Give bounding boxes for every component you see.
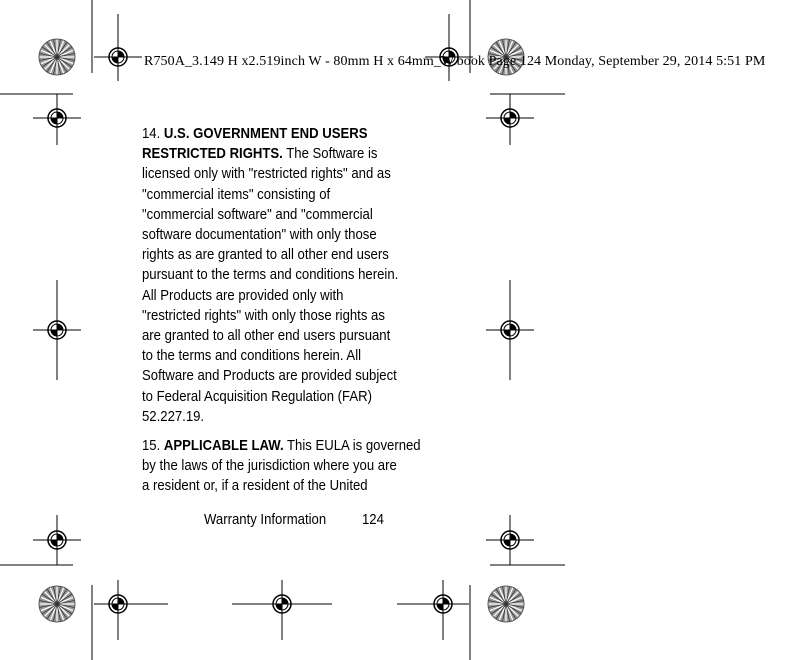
text-line: to the terms and conditions herein. All bbox=[142, 348, 362, 365]
text-line: The Software is bbox=[282, 146, 378, 163]
star-target bbox=[39, 39, 75, 75]
section-heading: U.S. GOVERNMENT END USERS bbox=[163, 126, 368, 142]
text-line: to Federal Acquisition Regulation (FAR) bbox=[142, 388, 372, 405]
text-line: pursuant to the terms and conditions herein. bbox=[142, 267, 399, 284]
text-line: by the laws of the jurisdiction where you are bbox=[142, 458, 397, 475]
print-slug-line: R750A_3.149 H x2.519inch W - 80mm H x 64mm_W.book Page 124 Monday, September 29, 2014 5:51 PM bbox=[144, 54, 766, 69]
footer-page-number: 124 bbox=[362, 512, 384, 528]
registration-mark bbox=[486, 94, 534, 142]
star-target bbox=[488, 586, 524, 622]
text-line: "commercial software" and "commercial bbox=[142, 206, 373, 223]
registration-mark bbox=[486, 306, 534, 354]
registration-mark bbox=[486, 516, 534, 564]
section-15 bbox=[142, 436, 421, 497]
section-number: 14. bbox=[142, 126, 161, 142]
registration-mark bbox=[33, 94, 81, 142]
star-target bbox=[39, 586, 75, 622]
text-line: "commercial items" consisting of bbox=[142, 186, 331, 203]
registration-mark bbox=[258, 580, 306, 628]
eula-body-text bbox=[142, 124, 421, 506]
section-number: 15. bbox=[142, 438, 161, 455]
registration-mark bbox=[94, 580, 142, 628]
footer-section-title: Warranty Information bbox=[204, 512, 327, 528]
registration-mark bbox=[419, 580, 467, 628]
text-line: All Products are provided only with bbox=[142, 287, 344, 304]
section-14 bbox=[142, 124, 417, 427]
text-line: Software and Products are provided subject bbox=[142, 368, 397, 385]
section-heading: APPLICABLE LAW. bbox=[163, 438, 284, 455]
registration-mark bbox=[33, 306, 81, 354]
registration-mark bbox=[33, 516, 81, 564]
text-line: This EULA is governed bbox=[283, 438, 421, 455]
text-line: are granted to all other end users pursuant bbox=[142, 328, 391, 345]
section-heading: RESTRICTED RIGHTS. bbox=[142, 146, 283, 163]
text-line: 52.227.19. bbox=[142, 408, 205, 425]
text-line: licensed only with "restricted rights" and as bbox=[142, 166, 391, 183]
text-line: software documentation" with only those bbox=[142, 227, 377, 244]
text-line: rights as are granted to all other end users bbox=[142, 247, 389, 264]
text-line: "restricted rights" with only those rights as bbox=[142, 307, 385, 324]
registration-mark bbox=[94, 33, 142, 81]
text-line: a resident or, if a resident of the United bbox=[142, 478, 368, 495]
